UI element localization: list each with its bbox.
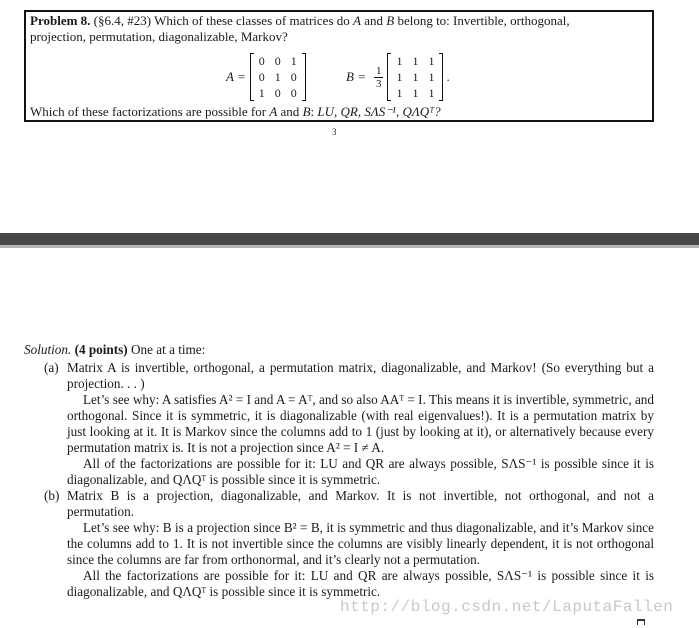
matrix-b bbox=[346, 52, 450, 102]
problem-label: Problem 8. bbox=[30, 13, 91, 28]
part-b-summary: Matrix B is a projection, diagonalizable, and Markov. It is not invertible, not orthogonal, and not a permutation. bbox=[67, 488, 654, 519]
matrix-cell: 1 bbox=[412, 70, 419, 84]
matrix-cell: 1 bbox=[428, 70, 435, 84]
part-b-explanation: Let’s see why: B is a projection since B² = B, it is symmetric and thus diagonalizable, and it’s Markov since the columns add to 1. It is not invertible since the columns are visibly linearly dependent, it is not orthogonal since the columns are far from orthonormal, and it’s clearly not a permutation. bbox=[67, 520, 654, 567]
problem-box bbox=[24, 10, 654, 122]
part-a-summary: Matrix A is invertible, orthogonal, a permutation matrix, diagonalizable, and Markov! (So everything but a projection. . . ) bbox=[67, 360, 654, 391]
matrix-cell: 1 bbox=[396, 86, 403, 100]
factor-var-a: A bbox=[269, 104, 278, 119]
part-b-label: (b) bbox=[44, 488, 60, 503]
problem-intro: (§6.4, #23) Which of these classes of matrices do bbox=[93, 13, 350, 28]
page-divider bbox=[0, 233, 699, 245]
matrix-cell: 1 bbox=[396, 54, 403, 68]
factor-prefix: Which of these factorizations are possible for bbox=[30, 104, 267, 119]
matrix-row bbox=[26, 52, 652, 102]
factor-and: and bbox=[280, 104, 300, 119]
matrix-b-period: . bbox=[446, 69, 450, 84]
factor-var-b: B bbox=[302, 104, 311, 119]
matrix-cell: 0 bbox=[258, 70, 265, 84]
var-b: B bbox=[386, 13, 395, 28]
factorization-question: Which of these factorizations are possible for A and B: LU, QR, SΛS⁻¹, QΛQᵀ? bbox=[30, 104, 441, 119]
part-b-factorizations: All the factorizations are possible for it: LU and QR are always possible, SΛS⁻¹ is possible since it is diagonalizable, and QΛQᵀ is possible since it is symmetric. bbox=[67, 568, 654, 599]
part-b bbox=[24, 488, 654, 600]
matrix-cell: 0 bbox=[290, 86, 297, 100]
matrix-cell: 1 bbox=[274, 70, 281, 84]
matrix-b-grid bbox=[391, 53, 439, 101]
part-a-label: (a) bbox=[44, 360, 59, 375]
solution bbox=[24, 342, 654, 600]
matrix-cell: 1 bbox=[412, 86, 419, 100]
matrix-cell: 0 bbox=[274, 86, 281, 100]
matrix-a-grid bbox=[254, 53, 302, 101]
solution-label: Solution. bbox=[24, 342, 72, 357]
problem-line-2: projection, permutation, diagonalizable, Markov? bbox=[30, 29, 288, 44]
problem-line-1 bbox=[30, 13, 648, 29]
problem-intro-rest: belong to: Invertible, orthogonal, bbox=[397, 13, 570, 28]
matrix-cell: 1 bbox=[428, 86, 435, 100]
matrix-cell: 1 bbox=[396, 70, 403, 84]
fraction-numerator: 1 bbox=[375, 64, 382, 77]
watermark-text: http://blog.csdn.net/LaputaFallen bbox=[340, 598, 674, 616]
part-a-explanation: Let’s see why: A satisfies A² = I and A = Aᵀ, and so also AAᵀ = I. This means it is invertible, symmetric, and orthogonal. Since it is symmetric, it is diagonalizable (with real eigenvalues!). It is a permutation matrix by just looking at it. It is Markov since the columns add to 1 (just by looking at it), or alternatively because every permutation matrix is. It is not a projection since A² = I ≠ A. bbox=[67, 392, 654, 455]
page-divider-shadow bbox=[0, 245, 699, 248]
matrix-cell: 1 bbox=[428, 54, 435, 68]
var-a: A bbox=[353, 13, 361, 28]
part-a-factorizations: All of the factorizations are possible for it: LU and QR are always possible, SΛS⁻¹ is possible since it is diagonalizable, and QΛQᵀ is possible since it is symmetric. bbox=[67, 456, 654, 487]
matrix-b-name: B = bbox=[346, 69, 366, 84]
solution-points: (4 points) bbox=[74, 342, 128, 357]
matrix-cell: 1 bbox=[412, 54, 419, 68]
matrix-cell: 0 bbox=[274, 54, 281, 68]
matrix-cell: 1 bbox=[290, 54, 297, 68]
matrix-b-right-bracket bbox=[439, 53, 443, 101]
corner-mark bbox=[637, 619, 645, 625]
matrix-cell: 1 bbox=[258, 86, 265, 100]
matrix-cell: 0 bbox=[290, 70, 297, 84]
matrix-cell: 0 bbox=[258, 54, 265, 68]
solution-heading bbox=[24, 342, 654, 358]
fraction-denominator: 3 bbox=[375, 77, 382, 90]
solution-heading-rest: One at a time: bbox=[130, 342, 206, 357]
factor-list: LU, QR, SΛS⁻¹, QΛQᵀ? bbox=[317, 104, 441, 119]
part-a bbox=[24, 360, 654, 488]
matrix-a-name: A = bbox=[226, 69, 246, 84]
page-number: 3 bbox=[332, 127, 337, 137]
and-text: and bbox=[364, 13, 383, 28]
matrix-a bbox=[226, 52, 306, 102]
matrix-a-right-bracket bbox=[302, 53, 306, 101]
matrix-b-fraction bbox=[374, 65, 384, 90]
